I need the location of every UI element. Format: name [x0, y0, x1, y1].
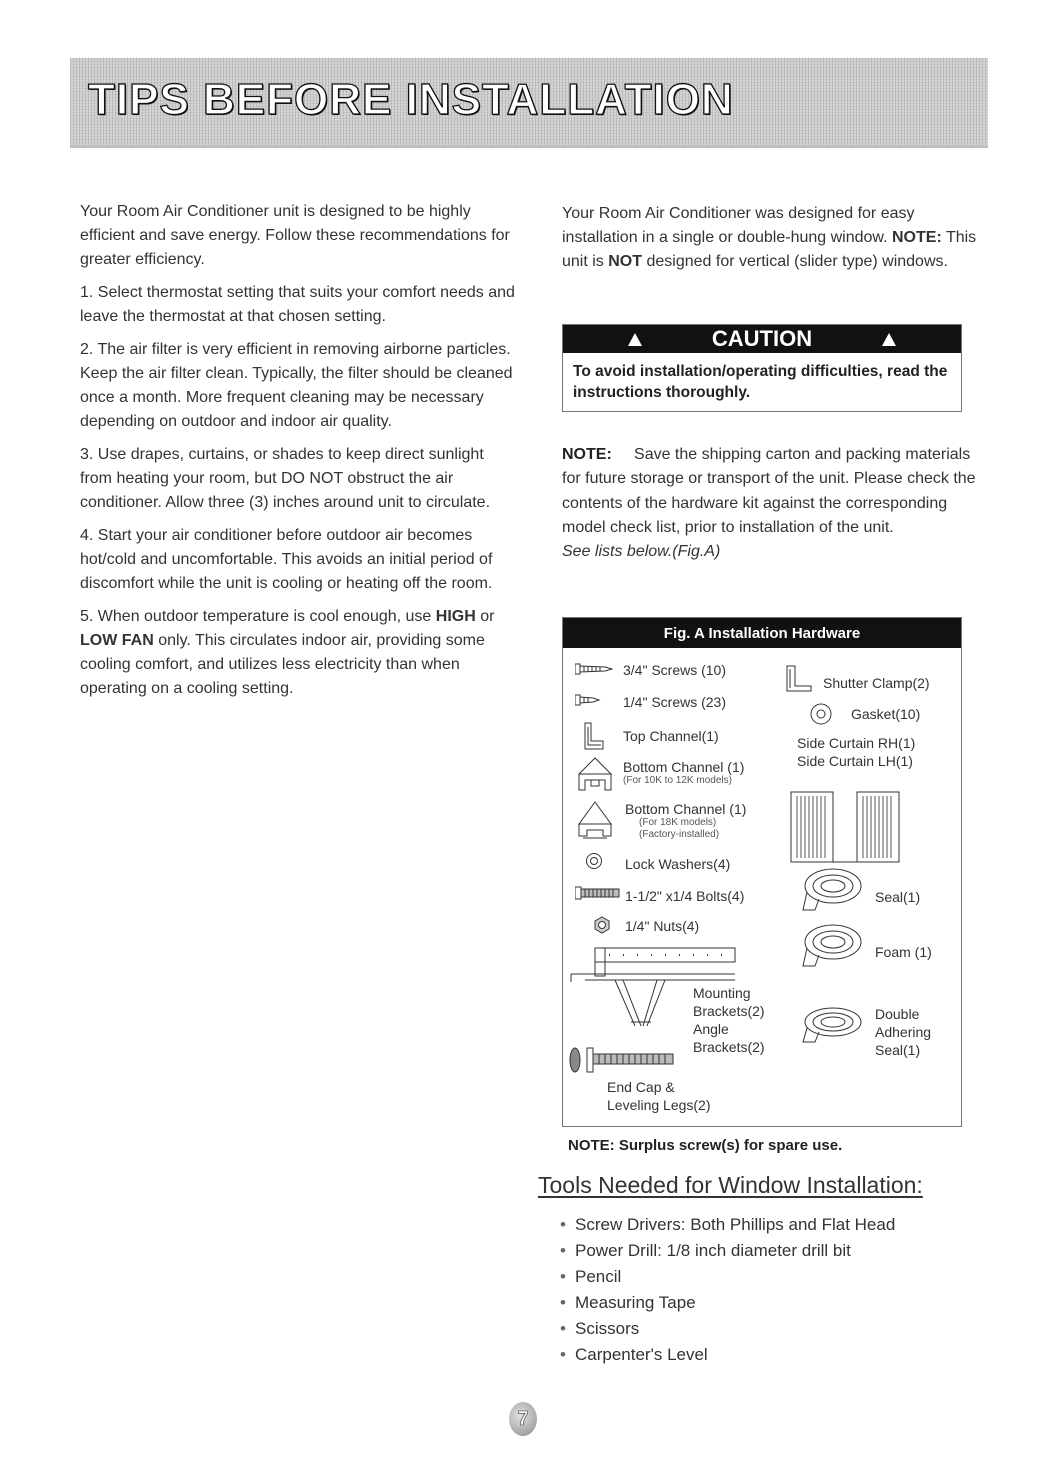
mounting-label-2: Brackets(2): [693, 1003, 765, 1019]
tools-title: Tools Needed for Window Installation:: [538, 1172, 923, 1198]
bolt-icon: [575, 886, 621, 900]
low-fan-label: LOW FAN: [80, 632, 154, 649]
list-item: • Pencil: [560, 1264, 895, 1290]
tip-2: 2. The air filter is very efficient in removing airborne particles. Keep the air filter clean. Typically, the filter should be cleaned once a month. More frequent cleaning may be necessary depending on outdoor and indoor air quality.: [80, 341, 513, 430]
tools-list: [560, 1212, 895, 1368]
tip-5: 5. When outdoor temperature is cool enough, use HIGH or LOW FAN only. This circulates indoor air, providing some cooling comfort, and utilizes less electricity than when operating on a cooling setting.: [80, 608, 495, 697]
seal: Seal(1): [875, 889, 921, 905]
end-cap-label-1: End Cap &: [607, 1079, 675, 1095]
list-item: • Measuring Tape: [560, 1290, 895, 1316]
side-curtain-icon: [789, 788, 939, 868]
end-cap-icon: [565, 1042, 715, 1076]
page-title: TIPS BEFORE INSTALLATION: [88, 75, 734, 124]
warning-icon: [628, 333, 642, 346]
list-item: • Screw Drivers: Both Phillips and Flat Head: [560, 1212, 895, 1238]
bottom-channel-2: Bottom Channel (1): [625, 801, 747, 817]
warning-icon: [882, 333, 896, 346]
gasket-icon: [809, 702, 833, 726]
surplus-note: NOTE: Surplus screw(s) for spare use.: [568, 1137, 843, 1154]
foam-roll-icon: [801, 922, 863, 970]
bottom-channel-1: Bottom Channel (1): [623, 759, 745, 775]
tip-1: 1. Select thermostat setting that suits your comfort needs and leave the thermostat at that chosen setting.: [80, 284, 515, 325]
caution-header: [563, 325, 961, 353]
screws-34: 3/4" Screws (10): [623, 662, 727, 678]
bottom-channel-1-note: (For 10K to 12K models): [623, 775, 732, 786]
screws-14: 1/4" Screws (23): [623, 694, 727, 710]
list-item: • Carpenter's Level: [560, 1342, 895, 1368]
list-item: • Power Drill: 1/8 inch diameter drill bit: [560, 1238, 895, 1264]
double-label-2: Adhering: [875, 1024, 932, 1040]
double-label-1: Double: [875, 1006, 920, 1022]
side-curtain-rh: Side Curtain RH(1): [797, 735, 916, 751]
side-curtain-lh: Side Curtain LH(1): [797, 753, 913, 769]
tip-4: 4. Start your air conditioner before outdoor air becomes hot/cold and uncomfortable. This avoids an initial period of discomfort while the unit is cooling or heating off the room.: [80, 527, 493, 592]
nut-icon: [593, 916, 611, 934]
note-text: Save the shipping carton and packing materials for future storage or transport of the unit. Please check the contents of the hardware kit against the corresponding model check list, prior to installation of the unit.: [562, 446, 976, 536]
foam: Foam (1): [875, 944, 932, 960]
seal-roll-icon: [801, 866, 863, 914]
end-cap-label-2: Leveling Legs(2): [607, 1097, 711, 1113]
hardware-figure: [562, 617, 962, 1127]
note-block: [562, 443, 992, 564]
note-label: NOTE:: [562, 446, 612, 463]
double-seal-icon: [801, 1002, 863, 1050]
angle-label-2: Brackets(2): [693, 1039, 765, 1055]
gasket: Gasket(10): [851, 706, 921, 722]
top-channel: Top Channel(1): [623, 728, 719, 744]
bottom-channel-2-note2: (Factory-installed): [639, 829, 720, 840]
left-column: [80, 200, 520, 710]
page-number: 7: [509, 1402, 537, 1436]
caution-box: [562, 324, 962, 412]
screw-icon: [575, 693, 601, 707]
shutter-clamp: Shutter Clamp(2): [823, 675, 930, 691]
intro-text: Your Room Air Conditioner unit is designed to be highly efficient and save energy. Follow these recommendations for greater efficiency.: [80, 203, 510, 268]
right-intro: Your Room Air Conditioner was designed for easy installation in a single or double-hung window. NOTE: This unit is NOT designed for vertical (slider type) windows.: [562, 205, 977, 270]
top-channel-icon: [583, 721, 605, 751]
screw-icon: [575, 662, 613, 676]
bottom-channel-2-note1: (For 18K models): [639, 817, 717, 828]
caution-title: CAUTION: [711, 326, 813, 351]
bolts: 1-1/2" x1/4 Bolts(4): [625, 888, 745, 904]
shutter-clamp-icon: [783, 664, 817, 694]
lock-washers: Lock Washers(4): [625, 856, 731, 872]
double-label-3: Seal(1): [875, 1042, 921, 1058]
caution-text: To avoid installation/operating difficulties, read the instructions thoroughly.: [573, 363, 948, 401]
list-item: • Scissors: [560, 1316, 895, 1342]
tip-3: 3. Use drapes, curtains, or shades to keep direct sunlight from heating your room, but DO NOT obstruct the air conditioner. Allow three (3) inches around unit to circulate.: [80, 446, 491, 511]
bottom-channel-icon: [575, 756, 615, 792]
high-label: HIGH: [435, 608, 476, 625]
see-lists: See lists below.(Fig.A): [562, 543, 721, 561]
mounting-label-1: Mounting: [693, 985, 751, 1001]
bottom-channel-icon: [575, 800, 615, 840]
nuts: 1/4" Nuts(4): [625, 918, 700, 934]
figure-title: Fig. A Installation Hardware: [563, 618, 961, 648]
angle-label-1: Angle: [693, 1021, 729, 1037]
lock-washer-icon: [585, 852, 603, 870]
